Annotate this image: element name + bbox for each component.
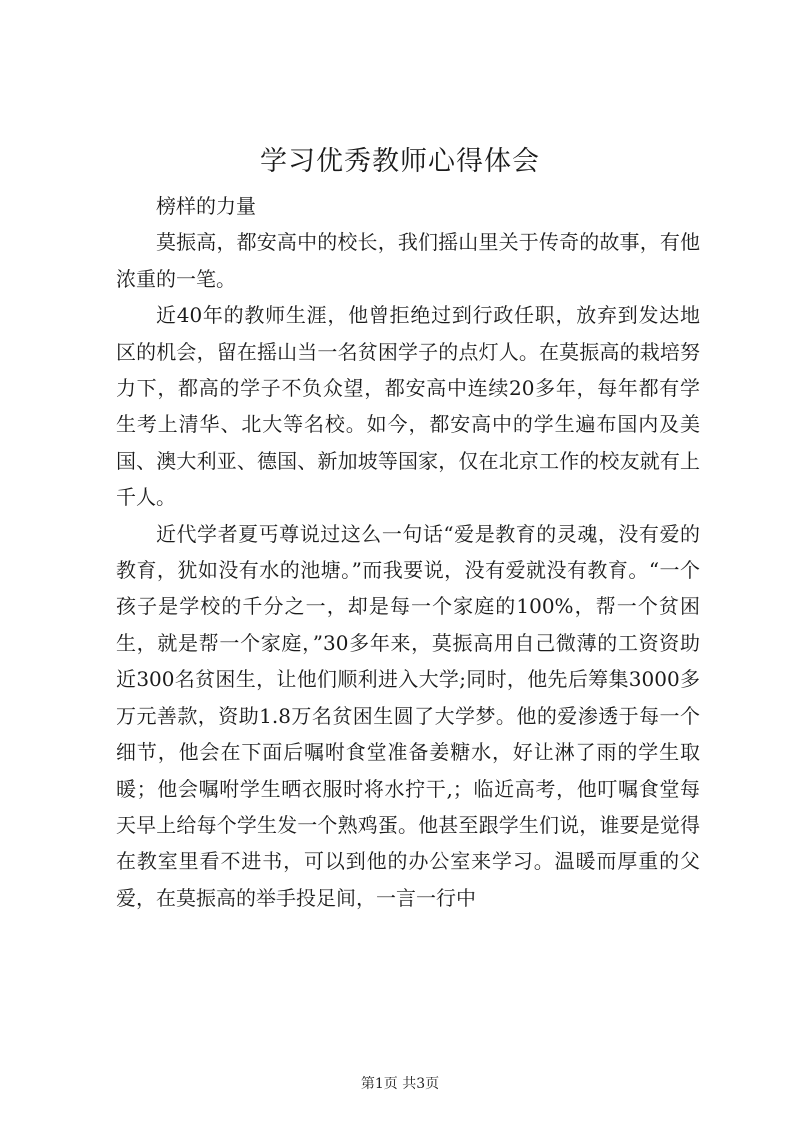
paragraph-1: 莫振高，都安高中的校长，我们摇山里关于传奇的故事，有他浓重的一笔。	[116, 230, 700, 291]
paragraph-3: 近代学者夏丐尊说过这么一句话“爱是教育的灵魂，没有爱的教育，犹如没有水的池塘。”而我要说，没有爱就没有教育。“一个孩子是学校的千分之一，却是每一个家庭的100%，帮一个贫困生，就是帮一个家庭，”30多年来，莫振高用自己微薄的工资资助近300名贫困生，让他们顺利进入大学;同时，他先后筹集3000多万元善款，资助1.8万名贫困生圆了大学梦。他的爱渗透于每一个细节，他会在下面后嘱咐食堂准备姜糖水，好让淋了雨的学生取暖；他会嘱咐学生晒衣服时将水拧干,；临近高考，他叮嘱食堂每天早上给每个学生发一个熟鸡蛋。他甚至跟学生们说，谁要是觉得在教室里看不进书，可以到他的办公室来学习。温暖而厚重的父爱，在莫振高的举手投足间，一言一行中	[116, 521, 700, 910]
page-number: 第1页 共3页	[360, 1076, 440, 1092]
document-title: 学习优秀教师心得体会	[260, 146, 540, 177]
paragraph-2: 近40年的教师生涯，他曾拒绝过到行政任职，放弃到发达地区的机会，留在摇山当一名贫困学子的点灯人。在莫振高的栽培努力下，都高的学子不负众望，都安高中连续20多年，每年都有学生考上清华、北大等名校。如今，都安高中的学生遍布国内及美国、澳大利亚、德国、新加坡等国家，仅在北京工作的校友就有上千人。	[116, 303, 700, 510]
section-heading: 榜样的力量	[156, 194, 256, 218]
document-body	[116, 188, 700, 916]
page-footer	[0, 1074, 800, 1094]
